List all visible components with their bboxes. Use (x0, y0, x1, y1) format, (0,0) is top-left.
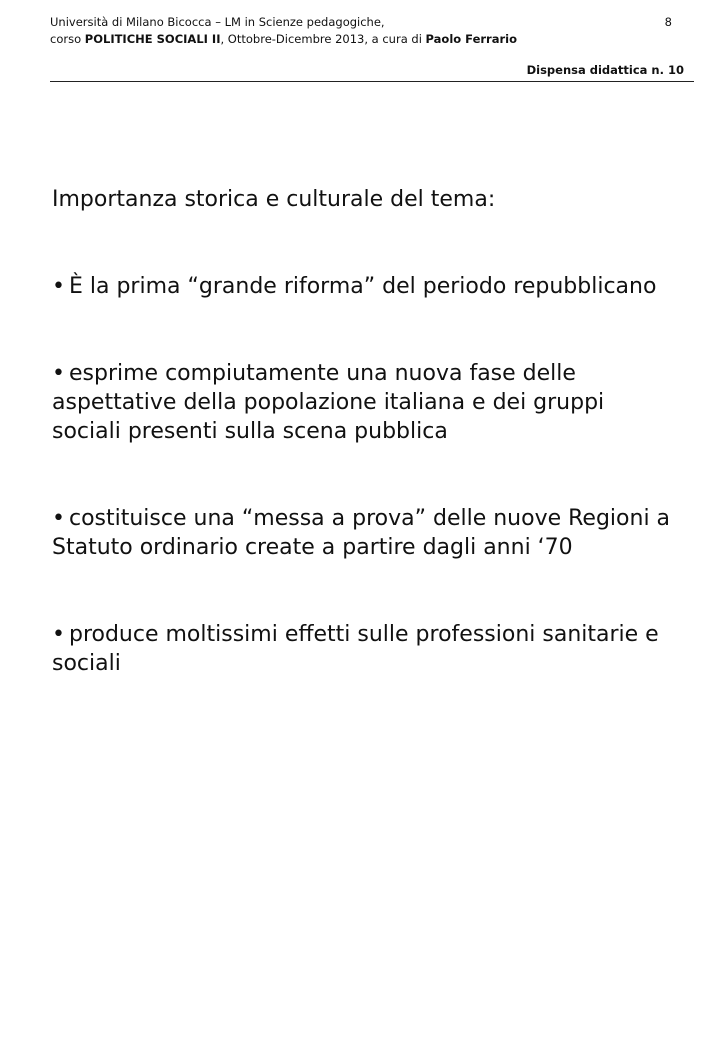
bullet-text: costituisce una “messa a prova” delle nuove Regioni a Statuto ordinario create a partire dagli anni ‘70 (52, 506, 671, 560)
bullet-icon: • (52, 274, 65, 299)
bullet-item (52, 620, 672, 678)
bullet-text: esprime compiutamente una nuova fase delle aspettative della popolazione italiana e dei gruppi sociali presenti sulla scena pubblica (52, 361, 605, 444)
header-divider (50, 81, 694, 82)
header-institution-line: Università di Milano Bicocca – LM in Scienze pedagogiche, (50, 15, 385, 29)
bullet-item (52, 359, 672, 446)
page-number: 8 (664, 15, 672, 29)
header-course-line (50, 31, 694, 48)
header-author: Paolo Ferrario (425, 32, 517, 46)
bullet-item (52, 504, 672, 562)
bullet-icon: • (52, 622, 65, 647)
bullet-text: È la prima “grande riforma” del periodo repubblicano (68, 274, 657, 299)
header-course-name: POLITICHE SOCIALI II (84, 32, 221, 46)
dispensa-label: Dispensa didattica n. 10 (526, 63, 684, 77)
bullet-icon: • (52, 361, 65, 386)
bullet-text: produce moltissimi effetti sulle professioni sanitarie e sociali (52, 622, 659, 676)
bullet-icon: • (52, 506, 65, 531)
header-course-details: , Ottobre-Dicembre 2013, a cura di (220, 32, 426, 46)
bullet-item (52, 272, 672, 301)
main-content (52, 185, 672, 736)
page-header (50, 14, 694, 77)
header-course-prefix: corso (50, 32, 85, 46)
section-title: Importanza storica e culturale del tema: (52, 187, 496, 212)
